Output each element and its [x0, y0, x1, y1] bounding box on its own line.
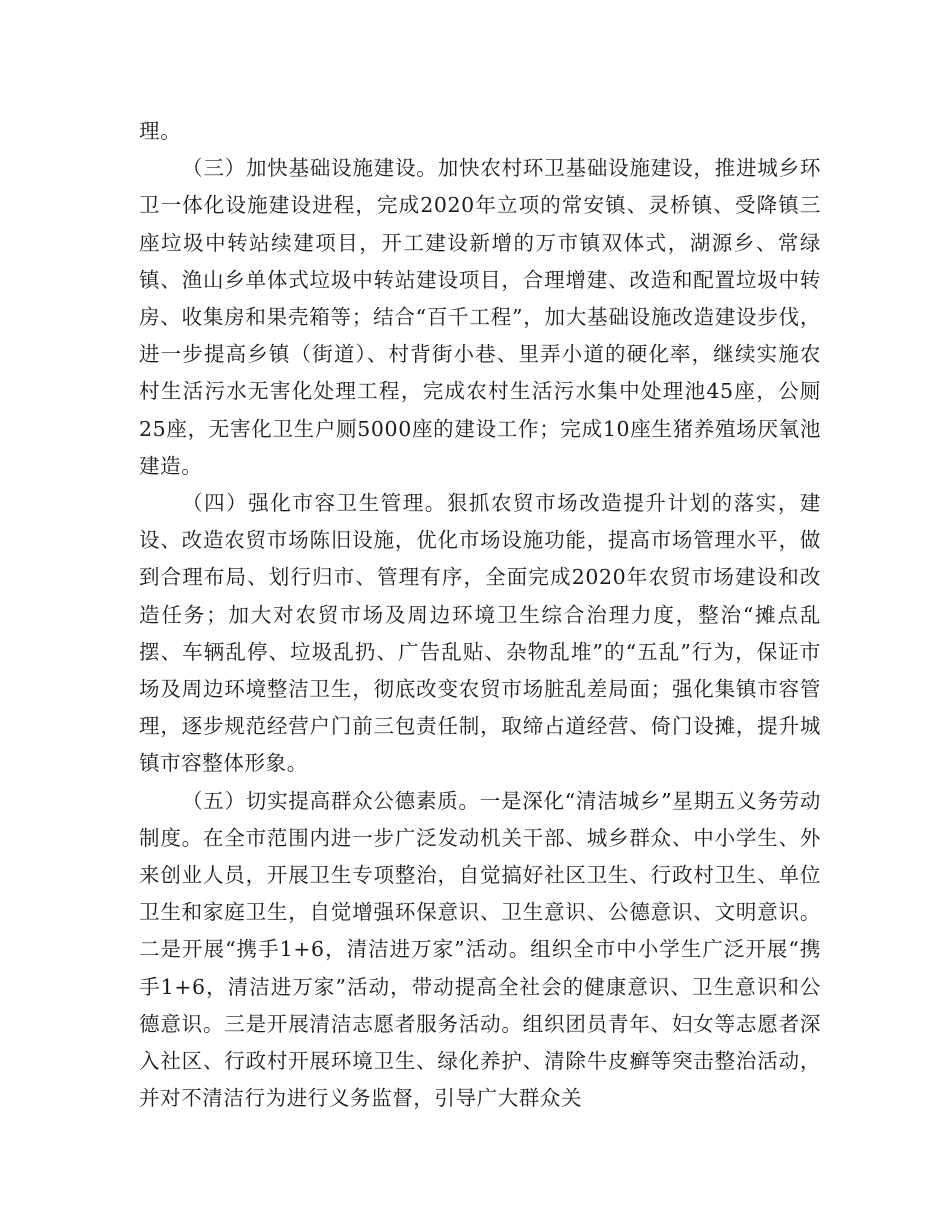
paragraph-market-sanitation: （四）强化市容卫生管理。狠抓农贸市场改造提升计划的落实，建设、改造农贸市场陈旧设施，优化市场设施功能，提高市场管理水平，做到合理布局、划行归市、管理有序，全面完成2020年农贸市场建设和改造任务；加大对农贸市场及周边环境卫生综合治理力度，整治“摊点乱摆、车辆乱停、垃圾乱扔、广告乱贴、杂物乱堆”的“五乱”行为，保证市场及周边环境整洁卫生，彻底改变农贸市场脏乱差局面；强化集镇市容管理，逐步规范经营户门前三包责任制，取缔占道经营、倚门设摊，提升城镇市容整体形象。	[139, 491, 821, 776]
paragraph-infrastructure: （三）加快基础设施建设。加快农村环卫基础设施建设，推进城乡环卫一体化设施建设进程，完成2020年立项的常安镇、灵桥镇、受降镇三座垃圾中转站续建项目，开工建设新增的万市镇双体式，湖源乡、常绿镇、渔山乡单体式垃圾中转站建设项目，合理增建、改造和配置垃圾中转房、收集房和果壳箱等；结合“百千工程”，加大基础设施改造建设步伐，进一步提高乡镇（街道）、村背街小巷、里弄小道的硬化率，继续实施农村生活污水无害化处理工程，完成农村生活污水集中处理池45座，公厕25座，无害化卫生户厕5000座的建设工作；完成10座生猪养殖场厌氧池建造。	[139, 156, 821, 478]
paragraph-public-morality: （五）切实提高群众公德素质。一是深化“清洁城乡”星期五义务劳动制度。在全市范围内进一步广泛发动机关干部、城乡群众、中小学生、外来创业人员，开展卫生专项整治，自觉搞好社区卫生、行政村卫生、单位卫生和家庭卫生，自觉增强环保意识、卫生意识、公德意识、文明意识。二是开展“携手1+6，清洁进万家”活动。组织全市中小学生广泛开展“携手1+6，清洁进万家”活动，带动提高全社会的健康意识、卫生意识和公德意识。三是开展清洁志愿者服务活动。组织团员青年、妇女等志愿者深入社区、行政村开展环境卫生、绿化养护、清除牛皮癣等突击整治活动，并对不清洁行为进行义务监督，引导广大群众关	[139, 788, 821, 1111]
body-text	[139, 113, 821, 1117]
paragraph-continuation: 理。	[139, 119, 182, 143]
